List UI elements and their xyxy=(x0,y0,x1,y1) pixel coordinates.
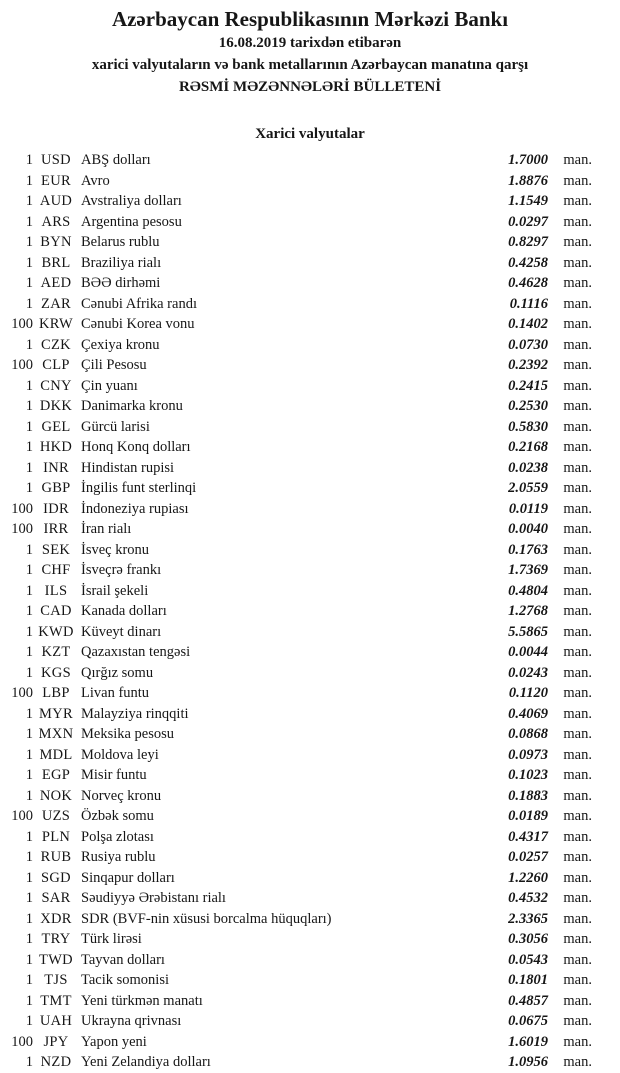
currency-code-cell: MYR xyxy=(39,705,73,722)
rate-value-cell: 5.5865 xyxy=(508,623,548,640)
currency-code-cell: CHF xyxy=(41,562,71,578)
currency-code-cell: DKK xyxy=(39,398,73,414)
quantity-cell: 1 xyxy=(25,459,33,476)
currency-code-cell: NZD xyxy=(40,1054,72,1070)
quantity-cell: 1 xyxy=(25,275,33,291)
currency-code-cell: SAR xyxy=(41,890,71,906)
currency-code-cell: CAD xyxy=(40,603,72,619)
quantity-cell: 1 xyxy=(25,234,33,250)
bank-title: Azərbaycan Respublikasının Mərkəzi Bankı xyxy=(111,7,509,31)
quantity-cell: 1 xyxy=(25,418,33,435)
rate-value-cell: 0.1023 xyxy=(508,767,548,783)
unit-label-cell: man. xyxy=(563,418,592,435)
section-title-foreign-currencies: Xarici valyutalar xyxy=(255,126,365,142)
unit-label-cell: man. xyxy=(563,439,592,455)
currency-code-cell: KZT xyxy=(41,644,71,660)
bulletin-title: RƏSMİ MƏZƏNNƏLƏRİ BÜLLETENİ xyxy=(178,79,442,95)
currency-code-cell: NOK xyxy=(39,787,73,804)
table-row xyxy=(0,581,620,602)
table-row xyxy=(0,171,620,192)
currency-code-cell: TJS xyxy=(44,972,68,988)
unit-label-cell: man. xyxy=(563,357,592,373)
unit-label-cell: man. xyxy=(563,377,592,394)
quantity-cell: 1 xyxy=(25,377,33,394)
currency-code-cell: UAH xyxy=(39,1013,73,1029)
table-row xyxy=(0,212,620,233)
rate-value-cell: 0.3056 xyxy=(508,931,548,947)
unit-label-cell: man. xyxy=(563,193,592,209)
currency-code-cell: MXN xyxy=(38,726,74,742)
unit-label-cell: man. xyxy=(563,890,592,906)
currency-name-cell: Qırğız somu xyxy=(81,664,154,681)
subtitle-line: xarici valyutaların və bank metallarının Azərbaycan manatına qarşı xyxy=(91,57,529,73)
currency-code-cell: KWD xyxy=(38,623,74,640)
rate-value-cell: 0.1402 xyxy=(508,316,548,332)
rate-value-cell: 2.3365 xyxy=(508,910,548,927)
currency-name-cell: Belarus rublu xyxy=(81,234,160,250)
rate-value-cell: 0.4258 xyxy=(508,254,548,271)
quantity-cell: 1 xyxy=(25,193,33,209)
rate-value-cell: 0.1801 xyxy=(508,972,548,988)
unit-label-cell: man. xyxy=(563,213,592,230)
currency-code-cell: KRW xyxy=(39,316,73,332)
table-row xyxy=(0,273,620,294)
currency-name-cell: Qazaxıstan tengəsi xyxy=(81,644,191,660)
bulletin-header xyxy=(0,6,620,98)
quantity-cell: 1 xyxy=(25,582,33,599)
currency-name-cell: BƏƏ dirhəmi xyxy=(81,275,161,291)
quantity-cell: 1 xyxy=(25,828,33,845)
unit-label-cell: man. xyxy=(563,316,592,332)
table-row xyxy=(0,478,620,499)
currency-code-cell: EGP xyxy=(41,767,71,783)
rate-value-cell: 0.0257 xyxy=(508,849,548,865)
currency-code-cell: IRR xyxy=(43,521,69,537)
quantity-cell: 100 xyxy=(11,500,33,517)
currency-code-cell: XDR xyxy=(40,910,72,927)
rate-value-cell: 0.2392 xyxy=(508,357,548,373)
rate-value-cell: 0.0730 xyxy=(508,336,548,353)
currency-code-cell: UZS xyxy=(41,808,71,824)
currency-name-cell: İngilis funt sterlinqi xyxy=(81,480,197,496)
currency-code-cell: ILS xyxy=(44,582,68,599)
exchange-rates-table xyxy=(0,150,620,1073)
rate-value-cell: 2.0559 xyxy=(508,480,548,496)
quantity-cell: 100 xyxy=(11,808,33,824)
quantity-cell: 100 xyxy=(11,1033,33,1050)
quantity-cell: 1 xyxy=(25,295,33,312)
currency-code-cell: TRY xyxy=(41,931,71,947)
rate-value-cell: 0.2415 xyxy=(508,377,548,394)
unit-label-cell: man. xyxy=(563,521,592,537)
table-row xyxy=(0,991,620,1012)
unit-label-cell: man. xyxy=(563,562,592,578)
unit-label-cell: man. xyxy=(563,951,592,968)
table-row xyxy=(0,847,620,868)
currency-name-cell: Norveç kronu xyxy=(81,787,162,804)
quantity-cell: 1 xyxy=(25,726,33,742)
table-row xyxy=(0,950,620,971)
unit-label-cell: man. xyxy=(563,172,592,189)
rate-value-cell: 0.0243 xyxy=(508,664,548,681)
currency-name-cell: Türk lirəsi xyxy=(81,931,142,947)
currency-name-cell: Yeni Zelandiya dolları xyxy=(81,1054,211,1070)
table-row xyxy=(0,642,620,663)
quantity-cell: 1 xyxy=(25,152,33,168)
currency-name-cell: Livan funtu xyxy=(81,685,150,701)
rate-value-cell: 0.1763 xyxy=(508,541,548,558)
currency-name-cell: Moldova leyi xyxy=(81,746,159,763)
currency-code-cell: CNY xyxy=(40,377,72,394)
currency-code-cell: BRL xyxy=(41,254,71,271)
unit-label-cell: man. xyxy=(563,746,592,763)
currency-code-cell: USD xyxy=(41,152,71,168)
table-row xyxy=(0,704,620,725)
currency-name-cell: Polşa zlotası xyxy=(81,828,154,845)
table-row xyxy=(0,437,620,458)
unit-label-cell: man. xyxy=(563,644,592,660)
effective-date-line: 16.08.2019 tarixdən etibarən xyxy=(218,35,402,51)
quantity-cell: 1 xyxy=(25,480,33,496)
currency-name-cell: Braziliya rialı xyxy=(81,254,162,271)
unit-label-cell: man. xyxy=(563,603,592,619)
unit-label-cell: man. xyxy=(563,336,592,353)
currency-name-cell: Çexiya kronu xyxy=(81,336,160,353)
quantity-cell: 1 xyxy=(25,992,33,1009)
currency-code-cell: CLP xyxy=(42,357,70,373)
unit-label-cell: man. xyxy=(563,849,592,865)
currency-name-cell: İsrail şekeli xyxy=(81,582,149,599)
currency-code-cell: BYN xyxy=(40,234,72,250)
table-row xyxy=(0,909,620,930)
currency-name-cell: Gürcü larisi xyxy=(81,418,150,435)
rate-value-cell: 0.0297 xyxy=(508,213,548,230)
rate-value-cell: 0.2530 xyxy=(508,398,548,414)
quantity-cell: 1 xyxy=(25,541,33,558)
unit-label-cell: man. xyxy=(563,1033,592,1050)
unit-label-cell: man. xyxy=(563,705,592,722)
rate-value-cell: 1.8876 xyxy=(508,172,548,189)
unit-label-cell: man. xyxy=(563,398,592,414)
rate-value-cell: 0.0973 xyxy=(508,746,548,763)
table-row xyxy=(0,458,620,479)
rate-value-cell: 0.4857 xyxy=(508,992,548,1009)
currency-code-cell: ZAR xyxy=(41,295,71,312)
rate-value-cell: 0.0868 xyxy=(508,726,548,742)
table-row xyxy=(0,601,620,622)
currency-code-cell: SGD xyxy=(41,869,71,886)
rate-value-cell: 0.8297 xyxy=(508,234,548,250)
currency-name-cell: Cənubi Korea vonu xyxy=(81,316,195,332)
unit-label-cell: man. xyxy=(563,582,592,599)
currency-name-cell: Cənubi Afrika randı xyxy=(81,295,197,312)
unit-label-cell: man. xyxy=(563,767,592,783)
currency-name-cell: Hindistan rupisi xyxy=(81,459,175,476)
currency-code-cell: CZK xyxy=(41,336,71,353)
table-row xyxy=(0,1052,620,1073)
currency-code-cell: IDR xyxy=(43,500,69,517)
currency-name-cell: Yeni türkmən manatı xyxy=(81,992,203,1009)
table-row xyxy=(0,929,620,950)
rate-value-cell: 1.2260 xyxy=(508,869,548,886)
currency-name-cell: Yapon yeni xyxy=(81,1033,147,1050)
quantity-cell: 1 xyxy=(25,644,33,660)
currency-code-cell: ARS xyxy=(41,213,71,230)
currency-code-cell: AUD xyxy=(39,193,73,209)
rate-value-cell: 0.2168 xyxy=(508,439,548,455)
table-row xyxy=(0,970,620,991)
currency-name-cell: SDR (BVF-nin xüsusi borcalma hüquqları) xyxy=(81,910,332,927)
unit-label-cell: man. xyxy=(563,500,592,517)
rate-value-cell: 0.0238 xyxy=(508,459,548,476)
unit-label-cell: man. xyxy=(563,992,592,1009)
quantity-cell: 1 xyxy=(25,972,33,988)
currency-name-cell: İsveçrə frankı xyxy=(81,562,162,578)
rate-value-cell: 0.0040 xyxy=(508,521,548,537)
quantity-cell: 1 xyxy=(25,849,33,865)
currency-name-cell: Honq Konq dolları xyxy=(81,439,191,455)
currency-code-cell: SEK xyxy=(41,541,71,558)
table-row xyxy=(0,335,620,356)
rate-value-cell: 0.0119 xyxy=(508,500,548,517)
currency-name-cell: Ukrayna qrivnası xyxy=(81,1013,182,1029)
currency-name-cell: Çili Pesosu xyxy=(81,357,147,373)
currency-name-cell: Meksika pesosu xyxy=(81,726,175,742)
table-row xyxy=(0,253,620,274)
currency-code-cell: LBP xyxy=(42,685,70,701)
currency-name-cell: Tayvan dolları xyxy=(81,951,165,968)
currency-code-cell: GEL xyxy=(41,418,71,435)
table-row xyxy=(0,683,620,704)
currency-name-cell: ABŞ dolları xyxy=(81,152,151,168)
currency-code-cell: RUB xyxy=(40,849,72,865)
unit-label-cell: man. xyxy=(563,459,592,476)
rate-value-cell: 1.7369 xyxy=(508,562,548,578)
unit-label-cell: man. xyxy=(563,808,592,824)
quantity-cell: 100 xyxy=(11,521,33,537)
quantity-cell: 1 xyxy=(25,664,33,681)
quantity-cell: 1 xyxy=(25,336,33,353)
table-row xyxy=(0,560,620,581)
table-row xyxy=(0,868,620,889)
table-row xyxy=(0,827,620,848)
rate-value-cell: 0.0543 xyxy=(508,951,548,968)
table-row xyxy=(0,314,620,335)
table-row xyxy=(0,724,620,745)
quantity-cell: 1 xyxy=(25,254,33,271)
table-row xyxy=(0,417,620,438)
table-row xyxy=(0,622,620,643)
unit-label-cell: man. xyxy=(563,275,592,291)
currency-name-cell: Danimarka kronu xyxy=(81,398,183,414)
rate-value-cell: 0.4069 xyxy=(508,705,548,722)
quantity-cell: 1 xyxy=(25,439,33,455)
unit-label-cell: man. xyxy=(563,234,592,250)
quantity-cell: 1 xyxy=(25,1013,33,1029)
quantity-cell: 1 xyxy=(25,787,33,804)
unit-label-cell: man. xyxy=(563,541,592,558)
table-row xyxy=(0,396,620,417)
table-row xyxy=(0,888,620,909)
quantity-cell: 1 xyxy=(25,562,33,578)
quantity-cell: 1 xyxy=(25,705,33,722)
unit-label-cell: man. xyxy=(563,910,592,927)
currency-code-cell: KGS xyxy=(41,664,71,681)
table-row xyxy=(0,519,620,540)
rate-value-cell: 1.0956 xyxy=(508,1054,548,1070)
unit-label-cell: man. xyxy=(563,685,592,701)
unit-label-cell: man. xyxy=(563,931,592,947)
quantity-cell: 100 xyxy=(11,316,33,332)
rate-value-cell: 0.1116 xyxy=(509,295,548,312)
rate-value-cell: 0.1120 xyxy=(508,685,548,701)
unit-label-cell: man. xyxy=(563,1054,592,1070)
quantity-cell: 1 xyxy=(25,951,33,968)
currency-code-cell: TWD xyxy=(39,951,73,968)
unit-label-cell: man. xyxy=(563,1013,592,1029)
rate-value-cell: 0.4628 xyxy=(508,275,548,291)
unit-label-cell: man. xyxy=(563,726,592,742)
quantity-cell: 100 xyxy=(11,685,33,701)
quantity-cell: 1 xyxy=(25,767,33,783)
table-row xyxy=(0,191,620,212)
quantity-cell: 100 xyxy=(11,357,33,373)
table-row xyxy=(0,376,620,397)
quantity-cell: 1 xyxy=(25,910,33,927)
unit-label-cell: man. xyxy=(563,828,592,845)
unit-label-cell: man. xyxy=(563,480,592,496)
quantity-cell: 1 xyxy=(25,746,33,763)
table-row xyxy=(0,294,620,315)
currency-name-cell: İran rialı xyxy=(81,521,132,537)
rate-value-cell: 0.4317 xyxy=(508,828,548,845)
currency-name-cell: Özbək somu xyxy=(81,808,154,824)
quantity-cell: 1 xyxy=(25,172,33,189)
unit-label-cell: man. xyxy=(563,152,592,168)
table-row xyxy=(0,499,620,520)
currency-code-cell: PLN xyxy=(41,828,71,845)
unit-label-cell: man. xyxy=(563,869,592,886)
currency-name-cell: Küveyt dinarı xyxy=(81,623,162,640)
currency-name-cell: Malayziya rinqqiti xyxy=(81,705,189,722)
table-row xyxy=(0,745,620,766)
table-row xyxy=(0,765,620,786)
table-row xyxy=(0,806,620,827)
rate-value-cell: 0.4804 xyxy=(508,582,548,599)
rate-value-cell: 0.0189 xyxy=(508,808,548,824)
currency-code-cell: TMT xyxy=(40,992,72,1009)
currency-name-cell: İndoneziya rupiası xyxy=(81,500,189,517)
rate-value-cell: 0.0675 xyxy=(508,1013,548,1029)
currency-name-cell: Kanada dolları xyxy=(81,603,167,619)
currency-name-cell: Avro xyxy=(81,172,110,189)
table-row xyxy=(0,150,620,171)
unit-label-cell: man. xyxy=(563,972,592,988)
currency-name-cell: Tacik somonisi xyxy=(81,972,169,988)
currency-code-cell: HKD xyxy=(39,439,73,455)
currency-name-cell: Çin yuanı xyxy=(81,377,138,394)
rate-value-cell: 0.5830 xyxy=(508,418,548,435)
table-row xyxy=(0,663,620,684)
currency-code-cell: AED xyxy=(40,275,72,291)
currency-name-cell: Avstraliya dolları xyxy=(81,193,182,209)
rate-value-cell: 1.7000 xyxy=(508,152,548,168)
currency-code-cell: GBP xyxy=(41,480,71,496)
currency-code-cell: EUR xyxy=(41,172,71,189)
currency-name-cell: İsveç kronu xyxy=(81,541,150,558)
rate-value-cell: 0.0044 xyxy=(508,644,548,660)
currency-name-cell: Misir funtu xyxy=(81,767,147,783)
table-row xyxy=(0,232,620,253)
unit-label-cell: man. xyxy=(563,254,592,271)
currency-name-cell: Səudiyyə Ərəbistanı rialı xyxy=(81,890,226,906)
quantity-cell: 1 xyxy=(25,623,33,640)
currency-name-cell: Sinqapur dolları xyxy=(81,869,175,886)
quantity-cell: 1 xyxy=(25,890,33,906)
currency-name-cell: Argentina pesosu xyxy=(81,213,182,230)
table-row xyxy=(0,540,620,561)
unit-label-cell: man. xyxy=(563,295,592,312)
currency-name-cell: Rusiya rublu xyxy=(81,849,156,865)
rate-value-cell: 1.1549 xyxy=(508,193,548,209)
rate-value-cell: 1.2768 xyxy=(508,603,548,619)
currency-code-cell: MDL xyxy=(39,746,73,763)
rate-value-cell: 1.6019 xyxy=(508,1033,548,1050)
quantity-cell: 1 xyxy=(25,869,33,886)
unit-label-cell: man. xyxy=(563,664,592,681)
rate-value-cell: 0.1883 xyxy=(508,787,548,804)
table-row xyxy=(0,786,620,807)
unit-label-cell: man. xyxy=(563,787,592,804)
table-row xyxy=(0,1032,620,1053)
quantity-cell: 1 xyxy=(25,1054,33,1070)
quantity-cell: 1 xyxy=(25,603,33,619)
quantity-cell: 1 xyxy=(25,398,33,414)
currency-code-cell: JPY xyxy=(43,1033,69,1050)
table-row xyxy=(0,1011,620,1032)
quantity-cell: 1 xyxy=(25,931,33,947)
quantity-cell: 1 xyxy=(25,213,33,230)
table-row xyxy=(0,355,620,376)
currency-code-cell: INR xyxy=(43,459,69,476)
rate-value-cell: 0.4532 xyxy=(508,890,548,906)
unit-label-cell: man. xyxy=(563,623,592,640)
